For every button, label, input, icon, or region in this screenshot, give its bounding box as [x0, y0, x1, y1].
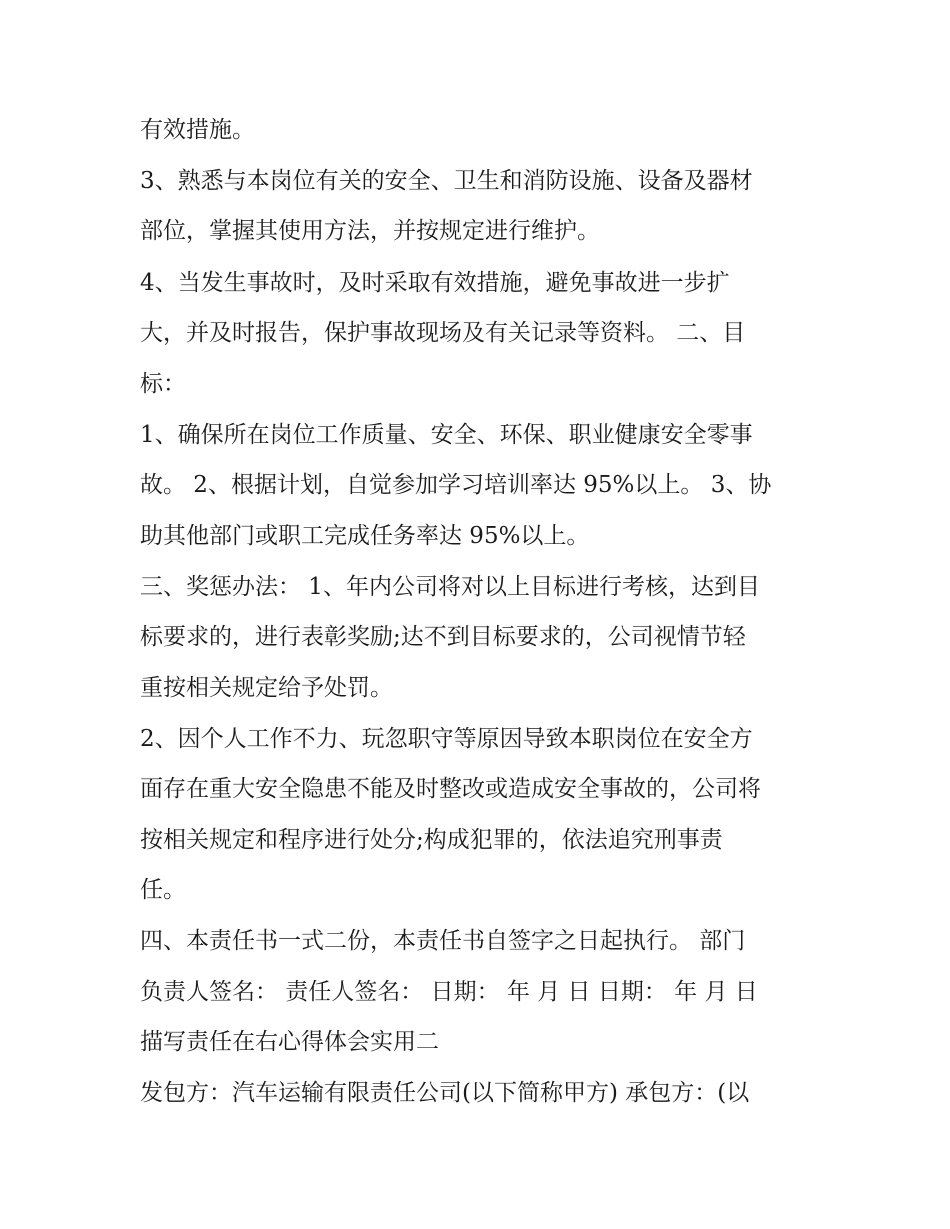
text-line: 故。 2、根据计划，自觉参加学习培训率达 95%以上。 3、协 [140, 472, 772, 498]
text-line: 大，并及时报告，保护事故现场及有关记录等资料。 二、目 [140, 320, 746, 346]
text-line: 3、熟悉与本岗位有关的安全、卫生和消防设施、设备及器材 [140, 168, 753, 194]
text-line: 部位，掌握其使用方法，并按规定进行维护。 [140, 218, 600, 244]
text-line: 2、因个人工作不力、玩忽职守等原因导致本职岗位在安全方 [140, 726, 753, 752]
text-line: 按相关规定和程序进行处分;构成犯罪的，依法追究刑事责 [140, 827, 723, 853]
text-line: 任。 [140, 877, 186, 903]
text-line: 助其他部门或职工完成任务率达 95%以上。 [140, 523, 590, 549]
text-line: 1、确保所在岗位工作质量、安全、环保、职业健康安全零事 [140, 422, 753, 448]
text-line: 描写责任在右心得体会实用二 [140, 1029, 439, 1055]
text-line: 重按相关规定给予处罚。 [140, 675, 393, 701]
text-line: 负责人签名： 责任人签名： 日期： 年 月 日 日期： 年 月 日 [140, 979, 758, 1005]
text-line: 三、奖惩办法： 1、年内公司将对以上目标进行考核，达到目 [140, 574, 760, 600]
text-line: 标要求的，进行表彰奖励;达不到目标要求的，公司视情节轻 [140, 624, 746, 650]
text-line: 有效措施。 [140, 117, 255, 143]
text-line: 发包方：汽车运输有限责任公司(以下简称甲方) 承包方：(以 [140, 1080, 750, 1106]
text-line: 面存在重大安全隐患不能及时整改或造成安全事故的，公司将 [140, 776, 761, 802]
text-line: 标： [140, 371, 186, 397]
text-line: 4、当发生事故时，及时采取有效措施，避免事故进一步扩 [140, 270, 730, 296]
text-line: 四、本责任书一式二份，本责任书自签字之日起执行。 部门 [140, 928, 746, 954]
